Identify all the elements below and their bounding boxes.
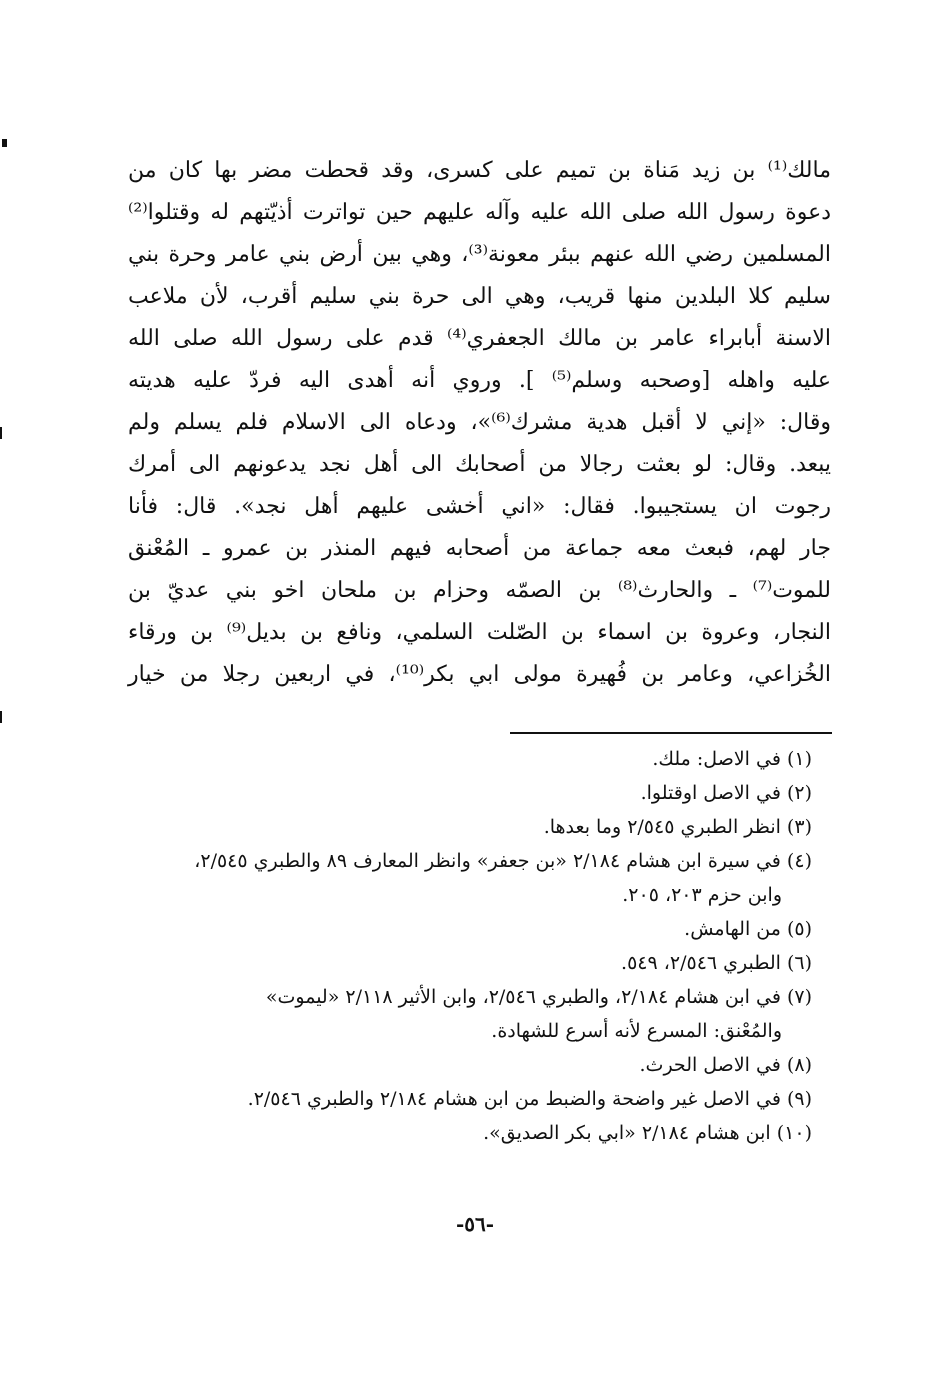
text-line: النجار، وعروة بن اسماء بن الصّلت السلمي، ونافع بن بديل⁽⁹⁾ بن ورقاء — [128, 620, 831, 645]
footnote-7: (٧) في ابن هشام ٢/١٨٤، والطبري ٢/٥٤٦، وابن الأثير ٢/١١٨ «ليموت» — [265, 986, 812, 1008]
footnote-7-continuation: والمُعْنق: المسرع لأنه أسرع للشهادة. — [491, 1020, 782, 1042]
text-line: جار لهم، فبعث معه جماعة من أصحابه فيهم المنذر بن عمرو ـ المُعْنق — [128, 536, 831, 561]
text-line: الخُزاعي، وعامر بن فُهيرة مولى ابي بكر⁽¹⁰⁾، في اربعين رجلا من خيار — [128, 662, 831, 687]
footnote-5: (٥) من الهامش. — [684, 918, 812, 940]
footnotes — [120, 742, 812, 1150]
main-text — [128, 150, 831, 696]
text-line: عليه واهله [وصحبه وسلم⁽⁵⁾ ]. وروي أنه أهدى اليه فردّ عليه هديته — [128, 368, 831, 393]
text-line: دعوة رسول الله صلى الله عليه وآله عليهم حين تواترت أذيّتهم له وقتلوا⁽²⁾ — [128, 200, 831, 225]
footnote-6: (٦) الطبري ٢/٥٤٦، ٥٤٩. — [621, 952, 812, 974]
page-number: -٥٦- — [455, 1212, 495, 1236]
text-line: المسلمين رضي الله عنهم ببئر معونة⁽³⁾، وهي بين أرض بني عامر وحرة بني — [128, 242, 831, 267]
text-line: رجوت ان يستجيبوا. فقال: «اني أخشى عليهم أهل نجد». قال: فأنا — [128, 494, 831, 519]
footnote-4: (٤) في سيرة ابن هشام ٢/١٨٤ «بن جعفر» وانظر المعارف ٨٩ والطبري ٢/٥٤٥، — [194, 850, 812, 872]
footnote-9: (٩) في الاصل غير واضحة والضبط من ابن هشام ٢/١٨٤ والطبري ٢/٥٤٦. — [247, 1088, 812, 1110]
footnote-4-continuation: وابن حزم ٢٠٣، ٢٠٥. — [622, 884, 782, 906]
footnote-10: (١٠) ابن هشام ٢/١٨٤ «ابي بكر الصديق». — [483, 1122, 812, 1144]
scan-margin-mark — [0, 711, 2, 723]
text-line: للموت⁽⁷⁾ ـ والحارث⁽⁸⁾ بن الصمّه وحزام بن ملحان اخو بني عديّ بن — [128, 578, 831, 603]
footnote-8: (٨) في الاصل الحرث. — [639, 1054, 812, 1076]
scan-margin-mark — [2, 139, 7, 147]
footnote-3: (٣) انظر الطبري ٢/٥٤٥ وما بعدها. — [543, 816, 812, 838]
text-line: يبعد. وقال: لو بعثت رجالا من أصحابك الى أهل نجد يدعونهم الى أمرك — [128, 452, 831, 477]
text-line: مالك⁽¹⁾ بن زيد مَناة بن تميم على كسرى، وقد قحطت مضر بها كان من — [128, 158, 831, 183]
footnote-divider — [510, 732, 832, 734]
text-line: الاسنة أبابراء عامر بن مالك الجعفري⁽⁴⁾ قدم على رسول الله صلى الله — [128, 326, 831, 351]
footnote-2: (٢) في الاصل اوقتلوا. — [640, 782, 812, 804]
scan-margin-mark — [0, 427, 2, 439]
text-line: سليم كلا البلدين منها قريب، وهي الى حرة بني سليم أقرب، لأن ملاعب — [128, 284, 831, 309]
footnote-1: (١) في الاصل: ملك. — [652, 748, 812, 770]
text-line: وقال: «إني لا أقبل هدية مشرك⁽⁶⁾»، ودعاه الى الاسلام فلم يسلم ولم — [128, 410, 831, 435]
